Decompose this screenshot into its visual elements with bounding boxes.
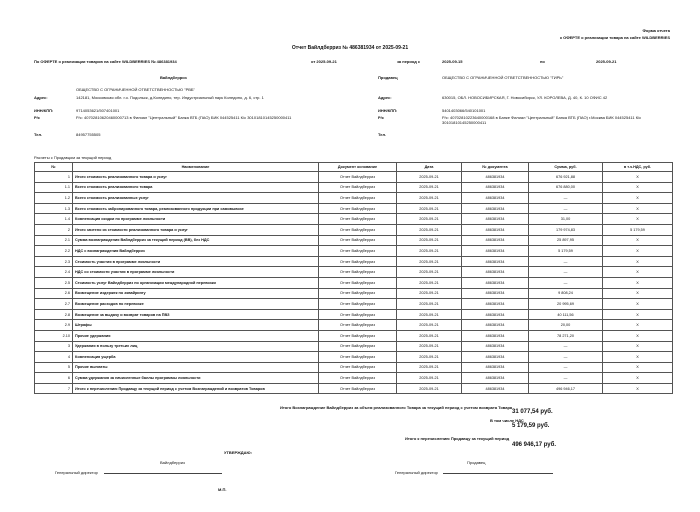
row-name: Всего стоимость забронированного товара, реализованного продукции при самовывозе <box>73 203 319 214</box>
row-sum: — <box>529 373 603 384</box>
row-name: Прочие выплаты <box>73 362 319 373</box>
row-doc: Отчет Вайлдберриз <box>319 299 397 310</box>
row-date: 2025-09-21 <box>397 288 462 299</box>
row-docno: 486381934 <box>462 203 529 214</box>
col-doc: Документ основание <box>319 163 397 172</box>
row-name: Возмещение за выдачу и возврат товаров на ПВЗ <box>73 309 319 320</box>
table-header-row <box>35 163 673 172</box>
row-docno: 486381934 <box>462 362 529 373</box>
row-no: 2 <box>35 224 73 235</box>
row-vat: X <box>603 373 673 384</box>
row-vat: X <box>603 203 673 214</box>
row-name: Стоимость услуг Вайлдберриз по организации международной перевозки <box>73 277 319 288</box>
row-doc: Отчет Вайлдберриз <box>319 309 397 320</box>
col-date: Дата <box>397 163 462 172</box>
seller-addr-label: Адрес: <box>34 95 48 100</box>
row-vat: X <box>603 341 673 352</box>
table-row <box>35 214 673 225</box>
row-name: Итого стоимость реализованного товара и услуг <box>73 172 319 183</box>
row-date: 2025-09-21 <box>397 341 462 352</box>
row-docno: 486381934 <box>462 235 529 246</box>
row-no: 3 <box>35 341 73 352</box>
row-no: 1.2 <box>35 193 73 204</box>
row-no: 1 <box>35 172 73 183</box>
row-no: 7 <box>35 383 73 394</box>
row-doc: Отчет Вайлдберриз <box>319 246 397 257</box>
row-vat: X <box>603 214 673 225</box>
seller-name: ОБЩЕСТВО С ОГРАНИЧЕННОЙ ОТВЕТСТВЕННОСТЬЮ "РВБ" <box>76 87 195 92</box>
row-docno: 486381934 <box>462 288 529 299</box>
table-row <box>35 330 673 341</box>
row-vat: X <box>603 172 673 183</box>
row-docno: 486381934 <box>462 246 529 257</box>
col-vat: в т.ч.НДС, руб. <box>603 163 673 172</box>
sig-left-director: Генеральный директор <box>55 470 98 475</box>
table-row <box>35 288 673 299</box>
seller-role: Вайлдберриз <box>160 75 187 80</box>
table-row <box>35 299 673 310</box>
table-row <box>35 256 673 267</box>
settlements-table <box>34 162 673 394</box>
row-name: Возмещение расходов по перевозке <box>73 299 319 310</box>
row-doc: Отчет Вайлдберриз <box>319 235 397 246</box>
table-row <box>35 182 673 193</box>
sig-left-role: Вайлдберриз <box>160 460 185 465</box>
period-to: 2025-09-21 <box>596 59 617 64</box>
row-name: Штрафы <box>73 320 319 331</box>
row-vat: X <box>603 330 673 341</box>
total-payout-label: Итого к перечислению Продавцу за текущий период <box>405 436 510 441</box>
table-row <box>35 341 673 352</box>
row-docno: 486381934 <box>462 299 529 310</box>
row-sum: — <box>529 341 603 352</box>
row-docno: 486381934 <box>462 224 529 235</box>
buyer-inn: 5401403066/540101001 <box>442 108 486 113</box>
period-to-label: по <box>540 59 545 64</box>
row-docno: 486381934 <box>462 352 529 363</box>
row-docno: 486381934 <box>462 320 529 331</box>
row-vat: 5 179,59 <box>603 224 673 235</box>
total-reward-amount: 31 077,54 руб. <box>512 409 553 415</box>
offer-number: По ОФЕРТЕ о реализации товаров на сайте WILDBERRIES № 486381934 <box>34 59 177 64</box>
row-date: 2025-09-21 <box>397 299 462 310</box>
row-date: 2025-09-21 <box>397 224 462 235</box>
row-name: Компенсация ущерба <box>73 352 319 363</box>
row-no: 2.7 <box>35 299 73 310</box>
row-date: 2025-09-21 <box>397 235 462 246</box>
col-sum: Сумма, руб. <box>529 163 603 172</box>
sig-right-director: Генеральный директор <box>395 470 438 475</box>
row-doc: Отчет Вайлдберриз <box>319 362 397 373</box>
row-no: 1.1 <box>35 182 73 193</box>
row-no: 2.5 <box>35 277 73 288</box>
table-row <box>35 193 673 204</box>
row-date: 2025-09-21 <box>397 246 462 257</box>
row-name: Всего стоимость реализованного товара <box>73 182 319 193</box>
table-row <box>35 277 673 288</box>
row-no: 4 <box>35 352 73 363</box>
row-name: Сумма вознаграждения Вайлдберриз за текущий период (ВВ), без НДС <box>73 235 319 246</box>
period-label: за период с <box>397 59 421 64</box>
row-docno: 486381934 <box>462 267 529 278</box>
total-reward-label: Итого Вознаграждение Вайлдберриз за объем реализованного Товара за текущий период с учетом возврата Товара <box>280 405 513 410</box>
table-row <box>35 352 673 363</box>
mp-label: М.П. <box>218 487 227 492</box>
row-docno: 486381934 <box>462 172 529 183</box>
row-name: Всего стоимость реализованных услуг <box>73 193 319 204</box>
sig-left-line <box>104 472 222 474</box>
total-payout-amount: 496 946,17 руб. <box>512 442 556 448</box>
row-vat: X <box>603 383 673 394</box>
table-row <box>35 235 673 246</box>
row-date: 2025-09-21 <box>397 203 462 214</box>
table-row <box>35 172 673 183</box>
table-row <box>35 267 673 278</box>
table-row <box>35 373 673 384</box>
row-name: Удержания в пользу третьих лиц <box>73 341 319 352</box>
col-no: № <box>35 163 73 172</box>
row-sum: 40 111,56 <box>529 309 603 320</box>
row-docno: 486381934 <box>462 383 529 394</box>
row-sum: 179 974,83 <box>529 224 603 235</box>
row-no: 1.4 <box>35 214 73 225</box>
row-doc: Отчет Вайлдберриз <box>319 341 397 352</box>
row-vat: X <box>603 299 673 310</box>
row-vat: X <box>603 362 673 373</box>
row-doc: Отчет Вайлдберриз <box>319 214 397 225</box>
row-date: 2025-09-21 <box>397 193 462 204</box>
row-sum: — <box>529 362 603 373</box>
seller-tel-label: Тел. <box>34 132 43 137</box>
total-vat-label: В том числе НДС <box>490 418 524 423</box>
sig-right-role: Продавец <box>467 460 486 465</box>
form-caption: Форма отчета <box>642 28 670 33</box>
row-docno: 486381934 <box>462 193 529 204</box>
row-sum: 31,00 <box>529 214 603 225</box>
row-name: Прочие удержания <box>73 330 319 341</box>
table-row <box>35 362 673 373</box>
row-no: 1.3 <box>35 203 73 214</box>
row-vat: X <box>603 182 673 193</box>
row-sum: — <box>529 193 603 204</box>
row-doc: Отчет Вайлдберриз <box>319 182 397 193</box>
row-date: 2025-09-21 <box>397 383 462 394</box>
buyer-role: Продавец <box>378 75 398 80</box>
row-doc: Отчет Вайлдберриз <box>319 203 397 214</box>
row-date: 2025-09-21 <box>397 309 462 320</box>
row-doc: Отчет Вайлдберриз <box>319 224 397 235</box>
seller-addr: 142181, Московская обл. г.о. Подольск, д.Коледино, тер. Индустриальный парк Коледино, д. 6, стр. 1 <box>76 95 264 100</box>
table-row <box>35 309 673 320</box>
row-name: Возмещение издержек по эквайрингу <box>73 288 319 299</box>
row-no: 2.10 <box>35 330 73 341</box>
row-date: 2025-09-21 <box>397 330 462 341</box>
row-vat: X <box>603 309 673 320</box>
table-row <box>35 224 673 235</box>
row-name: Итого зачтено из стоимости реализованного товара и услуг <box>73 224 319 235</box>
row-date: 2025-09-21 <box>397 182 462 193</box>
row-date: 2025-09-21 <box>397 373 462 384</box>
row-docno: 486381934 <box>462 330 529 341</box>
buyer-name: ОБЩЕСТВО С ОГРАНИЧЕННОЙ ОТВЕТСТВЕННОСТЬЮ "ГИРЬ" <box>442 75 564 80</box>
row-sum: 5 179,59 <box>529 246 603 257</box>
row-doc: Отчет Вайлдберриз <box>319 277 397 288</box>
row-name: Сумма удержания за начисленные баллы программы лояльности <box>73 373 319 384</box>
seller-rs-label: Р/с <box>34 115 41 120</box>
row-no: 2.8 <box>35 309 73 320</box>
row-doc: Отчет Вайлдберриз <box>319 193 397 204</box>
row-doc: Отчет Вайлдберриз <box>319 373 397 384</box>
row-vat: X <box>603 277 673 288</box>
row-date: 2025-09-21 <box>397 214 462 225</box>
row-name: Стоимость участия в программе лояльности <box>73 256 319 267</box>
row-doc: Отчет Вайлдберриз <box>319 288 397 299</box>
row-sum: — <box>529 277 603 288</box>
row-date: 2025-09-21 <box>397 277 462 288</box>
row-no: 6 <box>35 373 73 384</box>
row-name: НДС со стоимости участия в программе лояльности <box>73 267 319 278</box>
buyer-rs-label: Р/с <box>378 115 385 120</box>
row-doc: Отчет Вайлдберриз <box>319 256 397 267</box>
row-no: 5 <box>35 362 73 373</box>
row-sum: 25 897,95 <box>529 235 603 246</box>
row-vat: X <box>603 193 673 204</box>
row-sum: 676 880,00 <box>529 182 603 193</box>
table-row <box>35 246 673 257</box>
offer-caption: к ОФЕРТЕ о реализации товара на сайте WILDBERRIES <box>559 35 670 40</box>
seller-tel: 84957755505 <box>76 132 101 137</box>
total-vat-amount: 5 179,59 руб. <box>512 423 550 429</box>
row-date: 2025-09-21 <box>397 352 462 363</box>
row-no: 2.2 <box>35 246 73 257</box>
row-vat: X <box>603 320 673 331</box>
row-sum: 9 808,24 <box>529 288 603 299</box>
report-title: Отчет Вайлдберриз № 486381934 от 2025-09-21 <box>291 45 409 51</box>
seller-inn: 9714053621/507401001 <box>76 108 120 113</box>
row-date: 2025-09-21 <box>397 267 462 278</box>
row-docno: 486381934 <box>462 277 529 288</box>
row-vat: X <box>603 267 673 278</box>
row-doc: Отчет Вайлдберриз <box>319 320 397 331</box>
buyer-inn-label: ИНН/КПП: <box>378 108 398 113</box>
row-vat: X <box>603 352 673 363</box>
offer-date: от 2025-09-21 <box>311 59 337 64</box>
row-vat: X <box>603 288 673 299</box>
row-no: 2.3 <box>35 256 73 267</box>
row-sum: 20 995,69 <box>529 299 603 310</box>
table-row <box>35 203 673 214</box>
row-date: 2025-09-21 <box>397 256 462 267</box>
row-docno: 486381934 <box>462 182 529 193</box>
row-doc: Отчет Вайлдберриз <box>319 172 397 183</box>
row-doc: Отчет Вайлдберриз <box>319 330 397 341</box>
row-sum: — <box>529 352 603 363</box>
row-sum: 496 946,17 <box>529 383 603 394</box>
buyer-rs: Р/с: 40702810223640000168 в Банке Филиал "Центральный" Банка ВТБ (ПАО) г.Москва БИК 044525411 К/с 30101810145250000411 <box>442 115 642 125</box>
row-no: 2.4 <box>35 267 73 278</box>
seller-inn-label: ИНН/КПП: <box>34 108 54 113</box>
row-doc: Отчет Вайлдберриз <box>319 383 397 394</box>
row-sum: 20,00 <box>529 320 603 331</box>
sig-right-line <box>443 472 553 474</box>
approved-label: УТВЕРЖДАЮ: <box>224 450 252 455</box>
row-vat: X <box>603 246 673 257</box>
row-no: 2.9 <box>35 320 73 331</box>
row-vat: X <box>603 235 673 246</box>
row-date: 2025-09-21 <box>397 172 462 183</box>
period-from: 2025-09-15 <box>442 59 463 64</box>
table-row <box>35 320 673 331</box>
seller-rs: Р/с: 40702810620460000713 в Филиал "Центральный" Банка ВТБ (ПАО) БИК 044525411 К/с 30101810145250000411 <box>76 115 292 120</box>
table-row <box>35 383 673 394</box>
row-doc: Отчет Вайлдберриз <box>319 352 397 363</box>
row-sum: — <box>529 256 603 267</box>
row-vat: X <box>603 256 673 267</box>
row-sum: — <box>529 267 603 278</box>
row-docno: 486381934 <box>462 341 529 352</box>
row-no: 2.1 <box>35 235 73 246</box>
table-caption: Расчеты с Продавцом за текущий период <box>34 155 112 160</box>
row-name: НДС с вознаграждения Вайлдберриз <box>73 246 319 257</box>
row-name: Итого к перечислению Продавцу за текущий период с учетом Вознаграждений и возвратов Товаров <box>73 383 319 394</box>
row-sum: 78 271,20 <box>529 330 603 341</box>
col-docno: № документа <box>462 163 529 172</box>
row-sum: 676 921,88 <box>529 172 603 183</box>
row-name: Компенсация скидки по программе лояльности <box>73 214 319 225</box>
col-name: Наименование <box>73 163 319 172</box>
buyer-addr-label: Адрес: <box>378 95 392 100</box>
row-docno: 486381934 <box>462 214 529 225</box>
row-docno: 486381934 <box>462 373 529 384</box>
buyer-tel-label: Тел. <box>378 132 387 137</box>
row-docno: 486381934 <box>462 309 529 320</box>
buyer-addr: 630015, ОБЛ. НОВОСИБИРСКАЯ, Г. Новосибирск, УЛ. КОРОЛЕВА, Д. 40, К. 10 ОФИС 42 <box>442 95 608 100</box>
row-docno: 486381934 <box>462 256 529 267</box>
row-no: 2.6 <box>35 288 73 299</box>
row-doc: Отчет Вайлдберриз <box>319 267 397 278</box>
row-date: 2025-09-21 <box>397 362 462 373</box>
row-sum: — <box>529 203 603 214</box>
row-date: 2025-09-21 <box>397 320 462 331</box>
